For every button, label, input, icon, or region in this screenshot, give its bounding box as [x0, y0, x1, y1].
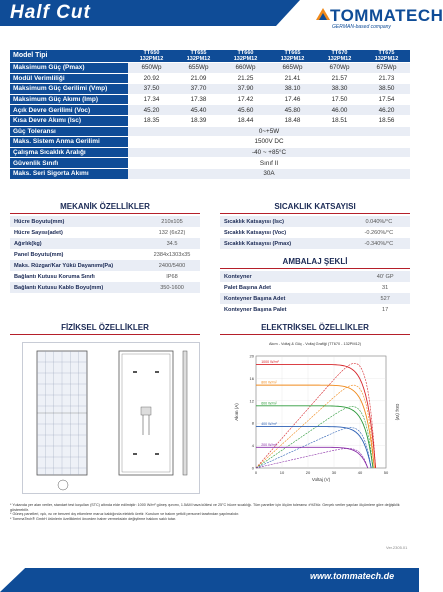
spec-row-label: Güç Toleransı — [10, 126, 128, 137]
packaging-value: 31 — [360, 282, 410, 293]
series-label: 800 W/m² — [261, 380, 277, 385]
spec-cell: 17.38 — [175, 94, 222, 105]
y-tick-label: 8 — [251, 420, 254, 426]
spec-cell: 21.25 — [222, 73, 269, 84]
spec-body — [10, 63, 410, 180]
spec-cell: 21.41 — [269, 73, 316, 84]
series-label: 400 W/m² — [261, 422, 277, 427]
spec-row — [10, 115, 410, 126]
mechanical-body — [10, 216, 200, 293]
series-label: 1000 W/m² — [261, 359, 279, 364]
mechanical-row — [10, 238, 200, 249]
packaging-row — [220, 282, 410, 293]
version-label: Ver.2305.01 — [386, 545, 408, 550]
notes — [10, 503, 408, 521]
spec-cell: 37.70 — [175, 84, 222, 95]
spec-cell: 38.10 — [269, 84, 316, 95]
x-tick-label: 30 — [331, 470, 337, 475]
spec-cell: 17.54 — [363, 94, 410, 105]
mechanical-label: Ağırlık(kg) — [10, 238, 144, 249]
spec-row — [10, 105, 410, 116]
panel-drawing — [22, 342, 200, 494]
mechanical-value: 210x105 — [144, 216, 200, 227]
spec-cell: 670Wp — [316, 63, 363, 74]
mechanical-row — [10, 260, 200, 271]
x-tick-label: 20 — [305, 470, 311, 475]
x-tick-label: 50 — [383, 470, 389, 475]
page-title: Half Cut — [10, 2, 91, 23]
spec-cell: 21.09 — [175, 73, 222, 84]
spec-row — [10, 126, 410, 137]
spec-cell: 20.92 — [128, 73, 175, 84]
spec-row — [10, 137, 410, 148]
note-line: * TommaTech® GmbH ürünlerin özelliklerini önceden haber vermeksizin değiştirme hakkını saklı tutar. — [10, 516, 176, 521]
logo-mark-icon — [316, 8, 330, 20]
packaging-value: 527 — [360, 293, 410, 304]
spec-row-label: Güvenlik Sınıfı — [10, 158, 128, 169]
electrical-divider — [220, 334, 410, 335]
packaging-body — [220, 271, 410, 315]
spec-table — [10, 50, 410, 180]
spec-cell: 1500V DC — [128, 137, 410, 148]
packaging-row — [220, 293, 410, 304]
mechanical-value: IP68 — [144, 271, 200, 282]
spec-header-label: Model Tipi — [10, 50, 128, 63]
spec-row-label: Kısa Devre Akımı (Isc) — [10, 115, 128, 126]
electrical-title: ELEKTRİKSEL ÖZELLİKLER — [261, 323, 369, 332]
spec-cell: 17.42 — [222, 94, 269, 105]
spec-row — [10, 63, 410, 74]
mechanical-value: 2384x1303x35 — [144, 249, 200, 260]
mechanical-label: Maks. Rüzgar/Kar Yükü Dayanımı(Pa) — [10, 260, 144, 271]
spec-cell: 675Wp — [363, 63, 410, 74]
spec-cell: 38.50 — [363, 84, 410, 95]
model-header: TT670 132PM12 — [316, 50, 363, 63]
x-tick-label: 40 — [357, 470, 363, 475]
mechanical-label: Hücre Boyutu(mm) — [10, 216, 144, 227]
y-tick-label: 4 — [251, 443, 254, 449]
temperature-value: 0.040%/°C — [348, 216, 410, 227]
temperature-divider — [220, 213, 410, 214]
model-header: TT665 132PM12 — [269, 50, 316, 63]
series-label: 600 W/m² — [261, 401, 277, 406]
brand-subtitle: GERMAN-based company — [332, 24, 391, 30]
spec-cell: 30A — [128, 168, 410, 179]
temperature-label: Sıcaklık Katsayısı (Isc) — [220, 216, 348, 227]
packaging-value: 40' GP — [360, 271, 410, 282]
mechanical-value: 2400/5400 — [144, 260, 200, 271]
footer-url[interactable]: www.tommatech.de — [310, 571, 395, 581]
x-tick-label: 0 — [254, 470, 258, 475]
temperature-value: -0.260%/°C — [348, 227, 410, 238]
mechanical-label: Panel Boyutu(mm) — [10, 249, 144, 260]
spec-cell: 18.39 — [175, 115, 222, 126]
spec-cell: 45.40 — [175, 105, 222, 116]
spec-cell: 17.50 — [316, 94, 363, 105]
mechanical-row — [10, 282, 200, 293]
spec-cell: 18.44 — [222, 115, 269, 126]
spec-cell: 650Wp — [128, 63, 175, 74]
temperature-row — [220, 227, 410, 238]
temperature-row — [220, 216, 410, 227]
packaging-label: Konteyner Başına Adet — [220, 293, 360, 304]
mechanical-label: Hücre Sayısı(adet) — [10, 227, 144, 238]
spec-header-row — [10, 50, 410, 63]
spec-row-label: Modül Verimliliği — [10, 73, 128, 84]
model-header: TT655 132PM12 — [175, 50, 222, 63]
mechanical-divider — [10, 213, 200, 214]
temperature-title: SICAKLIK KATSAYISI — [274, 202, 356, 211]
y-tick-label: 20 — [249, 353, 254, 359]
packaging-label: Palet Başına Adet — [220, 282, 360, 293]
x-tick-label: 10 — [279, 470, 285, 475]
spec-cell: 17.34 — [128, 94, 175, 105]
mechanical-label: Bağlantı Kutusu Kablo Boyu(mm) — [10, 282, 144, 293]
y-tick-label: 12 — [249, 398, 254, 404]
series-label: 200 W/m² — [261, 442, 277, 447]
y2-axis-label: Güç (W) — [395, 403, 400, 421]
note-line: * Güneş panelleri, ışık, ısı ve benzeri dış etkenlere maruz kaldığında elektrik üretir. Kurulum ve bakım yetkili personel tarafından yapılmalıdır. — [10, 512, 240, 517]
packaging-divider — [220, 268, 410, 269]
spec-cell: 0~+5W — [128, 126, 410, 137]
x-axis-label: Voltaj (V) — [311, 477, 331, 482]
spec-row-label: Çalışma Sıcaklık Aralığı — [10, 147, 128, 158]
spec-cell: -40 ~ +85°C — [128, 147, 410, 158]
spec-row-label: Maks. Seri Sigorta Akımı — [10, 168, 128, 179]
packaging-title: AMBALAJ ŞEKLİ — [282, 257, 348, 266]
panel-drawing-svg — [23, 343, 199, 493]
spec-row — [10, 158, 410, 169]
spec-cell: 655Wp — [175, 63, 222, 74]
physical-divider — [10, 334, 200, 335]
spec-cell: 45.20 — [128, 105, 175, 116]
mechanical-row — [10, 227, 200, 238]
model-header: TT650 132PM12 — [128, 50, 175, 63]
spec-cell: 37.50 — [128, 84, 175, 95]
spec-cell: 46.20 — [363, 105, 410, 116]
spec-cell: 38.30 — [316, 84, 363, 95]
physical-title: FİZİKSEL ÖZELLİKLER — [61, 323, 149, 332]
spec-cell: 21.57 — [316, 73, 363, 84]
mechanical-row — [10, 249, 200, 260]
model-header: TT660 132PM12 — [222, 50, 269, 63]
spec-cell: 660Wp — [222, 63, 269, 74]
spec-row — [10, 73, 410, 84]
temperature-value: -0.340%/°C — [348, 238, 410, 249]
packaging-row — [220, 271, 410, 282]
spec-row-label: Maks. Sistem Anma Gerilimi — [10, 137, 128, 148]
chart-title: Akım - Voltaj & Güç - Voltaj Grafiği (TT670 - 132PM12) — [268, 342, 361, 346]
temperature-label: Sıcaklık Katsayısı (Pmax) — [220, 238, 348, 249]
packaging-label: Konteyner — [220, 271, 360, 282]
spec-row-label: Maksimum Güç Gerilimi (Vmp) — [10, 84, 128, 95]
mechanical-label: Bağlantı Kutusu Koruma Sınıfı — [10, 271, 144, 282]
temperature-body — [220, 216, 410, 249]
mechanical-row — [10, 216, 200, 227]
mechanical-row — [10, 271, 200, 282]
spec-cell: 18.56 — [363, 115, 410, 126]
spec-row — [10, 94, 410, 105]
note-line: * Yukarıda yer alan veriler, standart test koşulları (STC) altında elde edilmiştir: 1000 W/m² güneş ışınımı, 1.5AM hava kütlesi ve 25°C hücre sıcaklığı. Tüm paneller için ölçüm toleransı ±%3'tür. Gerçek veriler yapılan ölçümlere göre değişiklik gösterebilir. — [10, 503, 400, 512]
spec-cell: 45.60 — [222, 105, 269, 116]
spec-cell: 18.51 — [316, 115, 363, 126]
spec-row-label: Açık Devre Gerilimi (Voc) — [10, 105, 128, 116]
mechanical-table — [10, 216, 200, 293]
spec-row — [10, 168, 410, 179]
mechanical-value: 350-1600 — [144, 282, 200, 293]
iv-chart — [232, 350, 408, 492]
y-axis-label: Akım (A) — [234, 403, 239, 421]
spec-cell: 17.46 — [269, 94, 316, 105]
temperature-table — [220, 216, 410, 249]
mechanical-value: 132 (6x22) — [144, 227, 200, 238]
packaging-label: Konteyner Başına Palet — [220, 304, 360, 315]
y-tick-label: 16 — [249, 375, 254, 381]
spec-cell: 18.35 — [128, 115, 175, 126]
packaging-value: 17 — [360, 304, 410, 315]
temperature-row — [220, 238, 410, 249]
spec-cell: Sınıf II — [128, 158, 410, 169]
spec-row-label: Maksimum Güç (Pmax) — [10, 63, 128, 74]
spec-cell: 665Wp — [269, 63, 316, 74]
spec-cell: 18.48 — [269, 115, 316, 126]
spec-cell: 45.80 — [269, 105, 316, 116]
packaging-row — [220, 304, 410, 315]
spec-cell: 46.00 — [316, 105, 363, 116]
y-tick-label: 0 — [251, 465, 254, 471]
packaging-table — [220, 271, 410, 315]
spec-row-label: Maksimum Güç Akımı (Imp) — [10, 94, 128, 105]
spec-row — [10, 84, 410, 95]
mechanical-title: MEKANİK ÖZELLİKLER — [60, 202, 150, 211]
spec-row — [10, 147, 410, 158]
spec-cell: 37.90 — [222, 84, 269, 95]
temperature-label: Sıcaklık Katsayısı (Voc) — [220, 227, 348, 238]
model-header: TT675 132PM12 — [363, 50, 410, 63]
spec-cell: 21.73 — [363, 73, 410, 84]
brand-logo: TOMMATECH — [330, 6, 443, 25]
mechanical-value: 34.5 — [144, 238, 200, 249]
